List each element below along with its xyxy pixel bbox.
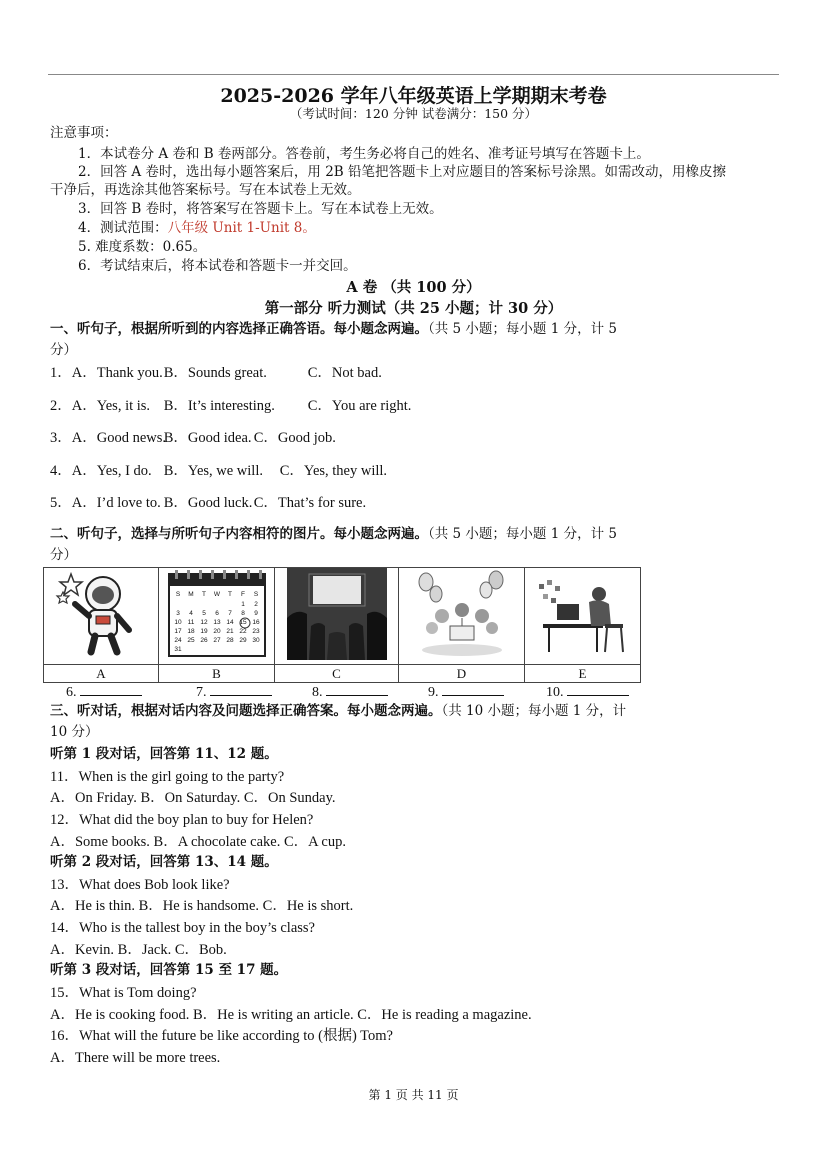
picture-label-d: D bbox=[399, 665, 525, 683]
listening2-instruction bbox=[50, 524, 617, 544]
top-rule bbox=[48, 74, 779, 75]
question-14-options: A．Kevin. B．Jack. C．Bob. bbox=[50, 942, 227, 958]
calendar-day: 13 bbox=[212, 619, 221, 626]
calendar-ring bbox=[175, 570, 178, 579]
calendar-weekday: T bbox=[201, 591, 206, 598]
calendar-day: 1 bbox=[240, 601, 245, 608]
calendar-ring bbox=[235, 570, 238, 579]
option-c: C．Yes, they will. bbox=[279, 463, 388, 479]
notice-item-1: 1．本试卷分 A 卷和 B 卷两部分。答卷前，考生务必将自己的姓名、准考证号填写在答题卡上。 bbox=[78, 146, 650, 162]
option-a: A．Yes, I do. bbox=[71, 463, 152, 479]
calendar-day: 6 bbox=[214, 610, 219, 617]
blank-number: 6. bbox=[66, 685, 77, 700]
calendar-day: 26 bbox=[199, 637, 208, 644]
option-b: B．It’s interesting. bbox=[163, 398, 275, 414]
part1-title: 第一部分 听力测试（共 25 小题；计 30 分） bbox=[264, 300, 563, 317]
answer-blank-7[interactable] bbox=[196, 682, 272, 701]
option-c: C．Not bad. bbox=[307, 365, 382, 381]
scope-highlight: 八年级 Unit 1-Unit 8 bbox=[167, 220, 303, 236]
question-14: 14．Who is the tallest boy in the boy’s class? bbox=[50, 920, 315, 936]
question-number: 4． bbox=[50, 463, 72, 479]
blank-number: 9. bbox=[428, 685, 439, 700]
question-1 bbox=[50, 363, 382, 383]
question-15-options: A．He is cooking food. B．He is writing an article. C．He is reading a magazine. bbox=[50, 1007, 532, 1023]
blank-number: 7. bbox=[196, 685, 207, 700]
calendar-day: 16 bbox=[251, 619, 260, 626]
page-footer: 第 1 页 共 11 页 bbox=[368, 1088, 459, 1102]
notice-item-2: 2．回答 A 卷时，选出每小题答案后，用 2B 铅笔把答题卡上对应题目的答案标号涂黑。如需改动，用橡皮擦 bbox=[78, 164, 727, 180]
party-icon bbox=[412, 568, 512, 660]
question-number: 2． bbox=[50, 398, 72, 414]
picture-label-c: C bbox=[275, 665, 399, 683]
blank-number: 10. bbox=[546, 685, 564, 700]
calendar-day: 18 bbox=[186, 628, 195, 635]
question-13: 13．What does Bob look like? bbox=[50, 877, 230, 893]
calendar-weekday: S bbox=[175, 591, 180, 598]
notice-item-6: 6．考试结束后，将本试卷和答题卡一并交回。 bbox=[78, 258, 357, 274]
listening3-instruction-end: 10 分） bbox=[50, 724, 99, 740]
calendar-day: 2 bbox=[253, 601, 258, 608]
calendar-ring bbox=[259, 570, 262, 579]
calendar-ring bbox=[199, 570, 202, 579]
question-13-options: A．He is thin. B．He is handsome. C．He is short. bbox=[50, 898, 354, 914]
option-c: C．Good job. bbox=[253, 430, 336, 446]
desk-work-icon bbox=[533, 568, 633, 660]
dialog-3-heading: 听第 3 段对话，回答第 15 至 17 题。 bbox=[50, 962, 288, 978]
picture-desk-work bbox=[525, 568, 641, 665]
notice-item-3: 3．回答 B 卷时，将答案写在答题卡上。写在本试卷上无效。 bbox=[78, 201, 443, 217]
option-a: A．Good news. bbox=[71, 430, 166, 446]
calendar-day: 27 bbox=[212, 637, 221, 644]
listening3-instruction-bold: 三、听对话，根据对话内容及问题选择正确答案。每小题念两遍。 bbox=[50, 703, 442, 719]
picture-label-e: E bbox=[525, 665, 641, 683]
calendar-day: 11 bbox=[187, 619, 194, 626]
scope-end: 。 bbox=[302, 220, 316, 236]
picture-label-a: A bbox=[44, 665, 159, 683]
calendar-day: 20 bbox=[212, 628, 221, 635]
question-4 bbox=[50, 461, 387, 481]
listening2-instruction-end: 分） bbox=[50, 547, 77, 563]
calendar-day: 30 bbox=[251, 637, 260, 644]
calendar-day: 14 bbox=[225, 619, 234, 626]
exam-subtitle: （考试时间：120 分钟 试卷满分：150 分） bbox=[289, 106, 538, 121]
blank-number: 8. bbox=[312, 685, 323, 700]
picture-calendar bbox=[159, 568, 275, 665]
calendar-weekday: M bbox=[187, 591, 194, 598]
calendar-day: 29 bbox=[238, 637, 247, 644]
answer-blank-10[interactable] bbox=[546, 682, 629, 701]
calendar-weekday: S bbox=[253, 591, 258, 598]
scope-label: 4．测试范围： bbox=[78, 220, 168, 236]
question-16: 16．What will the future be like according to (根据) Tom? bbox=[50, 1028, 393, 1044]
question-5 bbox=[50, 493, 366, 513]
question-number: 1． bbox=[50, 365, 72, 381]
calendar-ring bbox=[223, 570, 226, 579]
calendar-day: 4 bbox=[188, 610, 193, 617]
calendar-ring bbox=[187, 570, 190, 579]
calendar-day: 21 bbox=[225, 628, 234, 635]
option-b: B．Good luck. bbox=[163, 495, 253, 511]
dialog-1-heading: 听第 1 段对话，回答第 11、12 题。 bbox=[50, 746, 278, 762]
calendar-day: 17 bbox=[173, 628, 182, 635]
listening1-instruction-rest: （共 5 小题；每小题 1 分，计 5 bbox=[428, 321, 617, 337]
calendar-day: 5 bbox=[201, 610, 206, 617]
picture-party bbox=[399, 568, 525, 665]
calendar-weekday: F bbox=[240, 591, 245, 598]
question-3 bbox=[50, 428, 336, 448]
picture-cinema bbox=[275, 568, 399, 665]
listening3-instruction-rest: （共 10 小题；每小题 1 分，计 bbox=[441, 703, 627, 719]
answer-blank-6[interactable] bbox=[66, 682, 142, 701]
listening2-instruction-rest: （共 5 小题；每小题 1 分，计 5 bbox=[428, 526, 617, 542]
option-a: A．Thank you. bbox=[71, 365, 163, 381]
notice-heading: 注意事项： bbox=[50, 125, 118, 141]
calendar-day: 12 bbox=[199, 619, 208, 626]
calendar-ring bbox=[247, 570, 250, 579]
question-15: 15．What is Tom doing? bbox=[50, 985, 197, 1001]
notice-item-5: 5. 难度系数：0.65。 bbox=[78, 239, 207, 255]
question-number: 3． bbox=[50, 430, 72, 446]
option-c: C．That’s for sure. bbox=[253, 495, 367, 511]
calendar-day: 15 bbox=[238, 619, 247, 626]
dialog-2-heading: 听第 2 段对话，回答第 13、14 题。 bbox=[50, 854, 278, 870]
calendar-icon bbox=[165, 568, 269, 660]
notice-item-2-cont: 干净后，再选涂其他答案标号。写在本试卷上无效。 bbox=[50, 182, 361, 198]
calendar-ring bbox=[211, 570, 214, 579]
calendar-day: 23 bbox=[251, 628, 260, 635]
section-a-title: A 卷 （共 100 分） bbox=[346, 279, 481, 296]
calendar-day: 10 bbox=[173, 619, 182, 626]
question-11-options: A．On Friday. B．On Saturday. C．On Sunday. bbox=[50, 790, 336, 806]
calendar-day: 28 bbox=[225, 637, 234, 644]
exam-title: 2025-2026 学年八年级英语上学期期末考卷 bbox=[220, 85, 607, 107]
option-b: B．Sounds great. bbox=[163, 365, 267, 381]
calendar-day: 31 bbox=[173, 646, 182, 653]
cinema-icon bbox=[287, 568, 387, 660]
listening3-instruction bbox=[50, 701, 626, 721]
question-12-options: A．Some books. B．A chocolate cake. C．A cup. bbox=[50, 834, 346, 850]
calendar-weekday: T bbox=[227, 591, 232, 598]
question-11: 11．When is the girl going to the party? bbox=[50, 769, 285, 785]
picture-table bbox=[43, 567, 641, 683]
calendar-day: 7 bbox=[227, 610, 232, 617]
listening1-instruction-end: 分） bbox=[50, 342, 77, 358]
option-c: C．You are right. bbox=[307, 398, 412, 414]
calendar-day: 25 bbox=[186, 637, 195, 644]
calendar-weekday: W bbox=[213, 591, 220, 598]
picture-astronaut bbox=[44, 568, 159, 665]
question-12: 12．What did the boy plan to buy for Helen? bbox=[50, 812, 314, 828]
answer-blank-9[interactable] bbox=[428, 682, 504, 701]
option-b: B．Good idea. bbox=[163, 430, 252, 446]
listening2-instruction-bold: 二、听句子，选择与所听句子内容相符的图片。每小题念两遍。 bbox=[50, 526, 428, 542]
calendar-day: 8 bbox=[240, 610, 245, 617]
picture-label-b: B bbox=[159, 665, 275, 683]
question-number: 5． bbox=[50, 495, 72, 511]
listening1-instruction bbox=[50, 319, 617, 339]
option-b: B．Yes, we will. bbox=[163, 463, 263, 479]
calendar-day: 24 bbox=[173, 637, 182, 644]
answer-blank-8[interactable] bbox=[312, 682, 388, 701]
calendar-day: 9 bbox=[253, 610, 258, 617]
astronaut-icon bbox=[51, 568, 151, 660]
calendar-day: 3 bbox=[175, 610, 180, 617]
option-a: A．Yes, it is. bbox=[71, 398, 151, 414]
listening1-instruction-bold: 一、听句子，根据所听到的内容选择正确答语。每小题念两遍。 bbox=[50, 321, 428, 337]
calendar-day: 22 bbox=[238, 628, 247, 635]
question-2 bbox=[50, 396, 411, 416]
option-a: A．I’d love to. bbox=[71, 495, 161, 511]
question-16-option-a: A．There will be more trees. bbox=[50, 1050, 221, 1066]
calendar-day: 19 bbox=[199, 628, 208, 635]
notice-item-4 bbox=[78, 218, 316, 238]
